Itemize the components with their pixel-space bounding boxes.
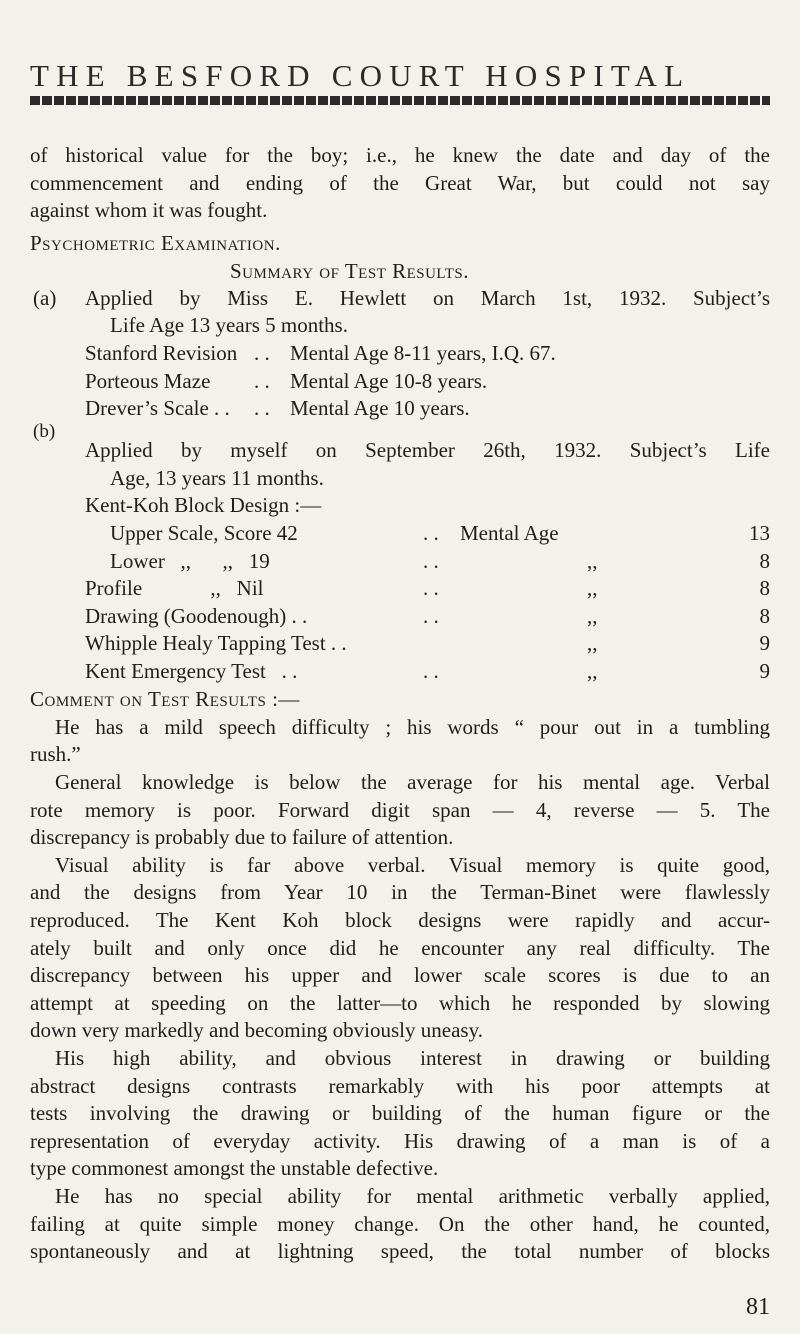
- comment-line: discrepancy between his upper and lower scale scores is due to an: [30, 963, 770, 987]
- b-row-3-label: ,,: [587, 576, 598, 600]
- comment-line: Visual ability is far above verbal. Visual memory is quite good,: [55, 853, 770, 877]
- header-rule: [30, 96, 770, 105]
- page-number: 81: [746, 1294, 770, 1320]
- b-row-6-dots: . .: [423, 659, 439, 683]
- comment-line: ately built and only once did he encounter any real difficulty. The: [30, 936, 770, 960]
- intro-line-2: commencement and ending of the Great War, but could not say: [30, 171, 770, 195]
- comment-heading: Comment on Test Results :—: [30, 687, 300, 711]
- b-row-1-value: 13: [749, 521, 770, 545]
- summary-heading: Summary of Test Results.: [230, 259, 469, 283]
- a-row-3-result: Mental Age 10 years.: [290, 396, 470, 420]
- b-row-3-value: 8: [759, 576, 770, 600]
- comment-line: reproduced. The Kent Koh block designs were rapidly and accur-: [30, 908, 770, 932]
- a-row-3-test: Drever’s Scale . .: [85, 396, 230, 420]
- b-row-1-dots: . .: [423, 521, 439, 545]
- b-row-2-test: Lower ,, ,, 19: [110, 549, 270, 573]
- comment-line: rote memory is poor. Forward digit span — 4, reverse — 5. The: [30, 798, 770, 822]
- b-row-6-value: 9: [759, 659, 770, 683]
- a-row-2-dots: . .: [254, 369, 270, 393]
- b-row-3-dots: . .: [423, 576, 439, 600]
- b-row-1-test: Upper Scale, Score 42: [110, 521, 298, 545]
- b-row-4-dots: . .: [423, 604, 439, 628]
- b-row-4-value: 8: [759, 604, 770, 628]
- section-b-line-2: Age, 13 years 11 months.: [110, 466, 324, 490]
- b-row-6-label: ,,: [587, 659, 598, 683]
- section-b-label: (b): [33, 421, 56, 442]
- a-row-1-dots: . .: [254, 341, 270, 365]
- comment-line: type commonest amongst the unstable defective.: [30, 1156, 439, 1180]
- comment-line: tests involving the drawing or building of the human figure or the: [30, 1101, 770, 1125]
- section-a-line-1: Applied by Miss E. Hewlett on March 1st, 1932. Subject’s: [85, 286, 770, 310]
- a-row-1-test: Stanford Revision: [85, 341, 238, 365]
- psychometric-heading: Psychometric Examination.: [30, 231, 281, 255]
- comment-line: down very markedly and becoming obviously uneasy.: [30, 1018, 483, 1042]
- section-a-label: (a): [33, 286, 57, 310]
- b-row-4-label: ,,: [587, 604, 598, 628]
- section-a-line-2: Life Age 13 years 5 months.: [110, 313, 348, 337]
- b-row-5-value: 9: [759, 631, 770, 655]
- b-row-2-dots: . .: [423, 549, 439, 573]
- a-row-3-dots: . .: [254, 396, 270, 420]
- comment-line: He has no special ability for mental arithmetic verbally applied,: [55, 1184, 770, 1208]
- comment-line: spontaneously and at lightning speed, the total number of blocks: [30, 1239, 770, 1263]
- comment-line: discrepancy is probably due to failure of attention.: [30, 825, 454, 849]
- b-row-1-label: Mental Age: [460, 521, 559, 545]
- a-row-2-result: Mental Age 10-8 years.: [290, 369, 488, 393]
- b-row-3-test: Profile ,, Nil: [85, 576, 264, 600]
- comment-line: and the designs from Year 10 in the Terman-Binet were flawlessly: [30, 880, 770, 904]
- b-row-5-test: Whipple Healy Tapping Test . .: [85, 631, 347, 655]
- comment-line: rush.”: [30, 742, 81, 766]
- intro-line-1: of historical value for the boy; i.e., he knew the date and day of the: [30, 143, 770, 167]
- b-row-4-test: Drawing (Goodenough) . .: [85, 604, 308, 628]
- b-row-5-label: ,,: [587, 631, 598, 655]
- comment-line: His high ability, and obvious interest in drawing or building: [55, 1046, 770, 1070]
- b-row-6-test: Kent Emergency Test . .: [85, 659, 298, 683]
- intro-line-3: against whom it was fought.: [30, 198, 268, 222]
- kent-heading: Kent-Koh Block Design :—: [85, 493, 322, 517]
- b-row-2-value: 8: [759, 549, 770, 573]
- comment-line: failing at quite simple money change. On the other hand, he counted,: [30, 1212, 770, 1236]
- b-row-2-label: ,,: [587, 549, 598, 573]
- comment-line: abstract designs contrasts remarkably with his poor attempts at: [30, 1074, 770, 1098]
- comment-line: representation of everyday activity. His drawing of a man is of a: [30, 1129, 770, 1153]
- section-b-line-1: Applied by myself on September 26th, 1932. Subject’s Life: [85, 438, 770, 462]
- comment-line: General knowledge is below the average for his mental age. Verbal: [55, 770, 770, 794]
- comment-line: attempt at speeding on the latter—to which he responded by slowing: [30, 991, 770, 1015]
- comment-line: He has a mild speech difficulty ; his words “ pour out in a tumbling: [55, 715, 770, 739]
- running-header: THE BESFORD COURT HOSPITAL: [30, 58, 691, 93]
- a-row-1-result: Mental Age 8-11 years, I.Q. 67.: [290, 341, 556, 365]
- a-row-2-test: Porteous Maze: [85, 369, 211, 393]
